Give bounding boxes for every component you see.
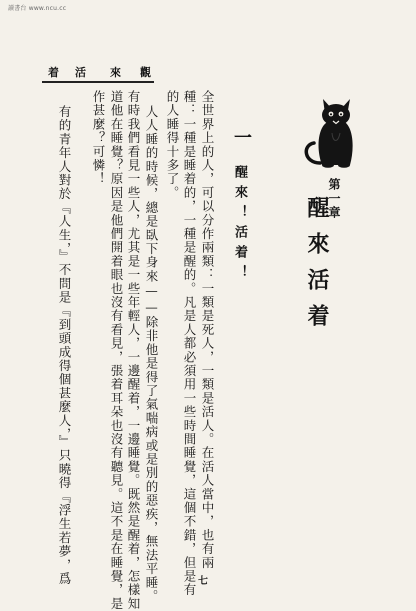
running-head-char: 活 [75,66,86,79]
section-title: 醒來！活着！ [232,165,247,285]
running-head-char: 着 [48,66,59,79]
page-number: 七 [198,576,208,587]
body-column: 有的青年人對於『人生，』不問是『到頭成得個甚麼人，』只曉得『浮生若夢，爲 [57,105,72,586]
watermark-text: 讀書台 www.ncu.cc [8,5,67,12]
section-marker: 一 [231,128,252,146]
chapter-title: 醒來活着 [304,196,330,340]
body-column: 種：一種是睡着的，一種是醒的。凡是人都必須用一些時間睡覺，這個不錯，但是有 [182,90,197,597]
body-column: 有時我們看見一些人，尤其是一些年輕人，一邊醒着，一邊睡覺。既然是醒着，怎樣知 [126,90,141,611]
running-head-char: 觀 [140,66,151,79]
chapter-number: 第一章 [327,178,341,220]
body-column: 作甚麼？可憐！ [91,90,106,186]
body-column: 道他在睡覺？原因是他們開着眼也沒有看見，張着耳朵也沒有聽見。這不是在睡覺，是 [109,90,124,611]
running-head-rule [42,81,154,83]
running-head [42,66,154,80]
body-column: 全世界上的人，可以分作兩類：一類是死人，一類是活人。在活人當中，也有兩 [200,90,215,570]
running-head-char: 來 [110,66,121,79]
cat-illustration [300,85,370,175]
body-column: 人人睡的時候，總是臥下身來——除非他是得了氣喘病或是別的惡疾，無法平睡。 [144,105,159,604]
body-column: 的人睡得十多了。 [165,90,180,200]
